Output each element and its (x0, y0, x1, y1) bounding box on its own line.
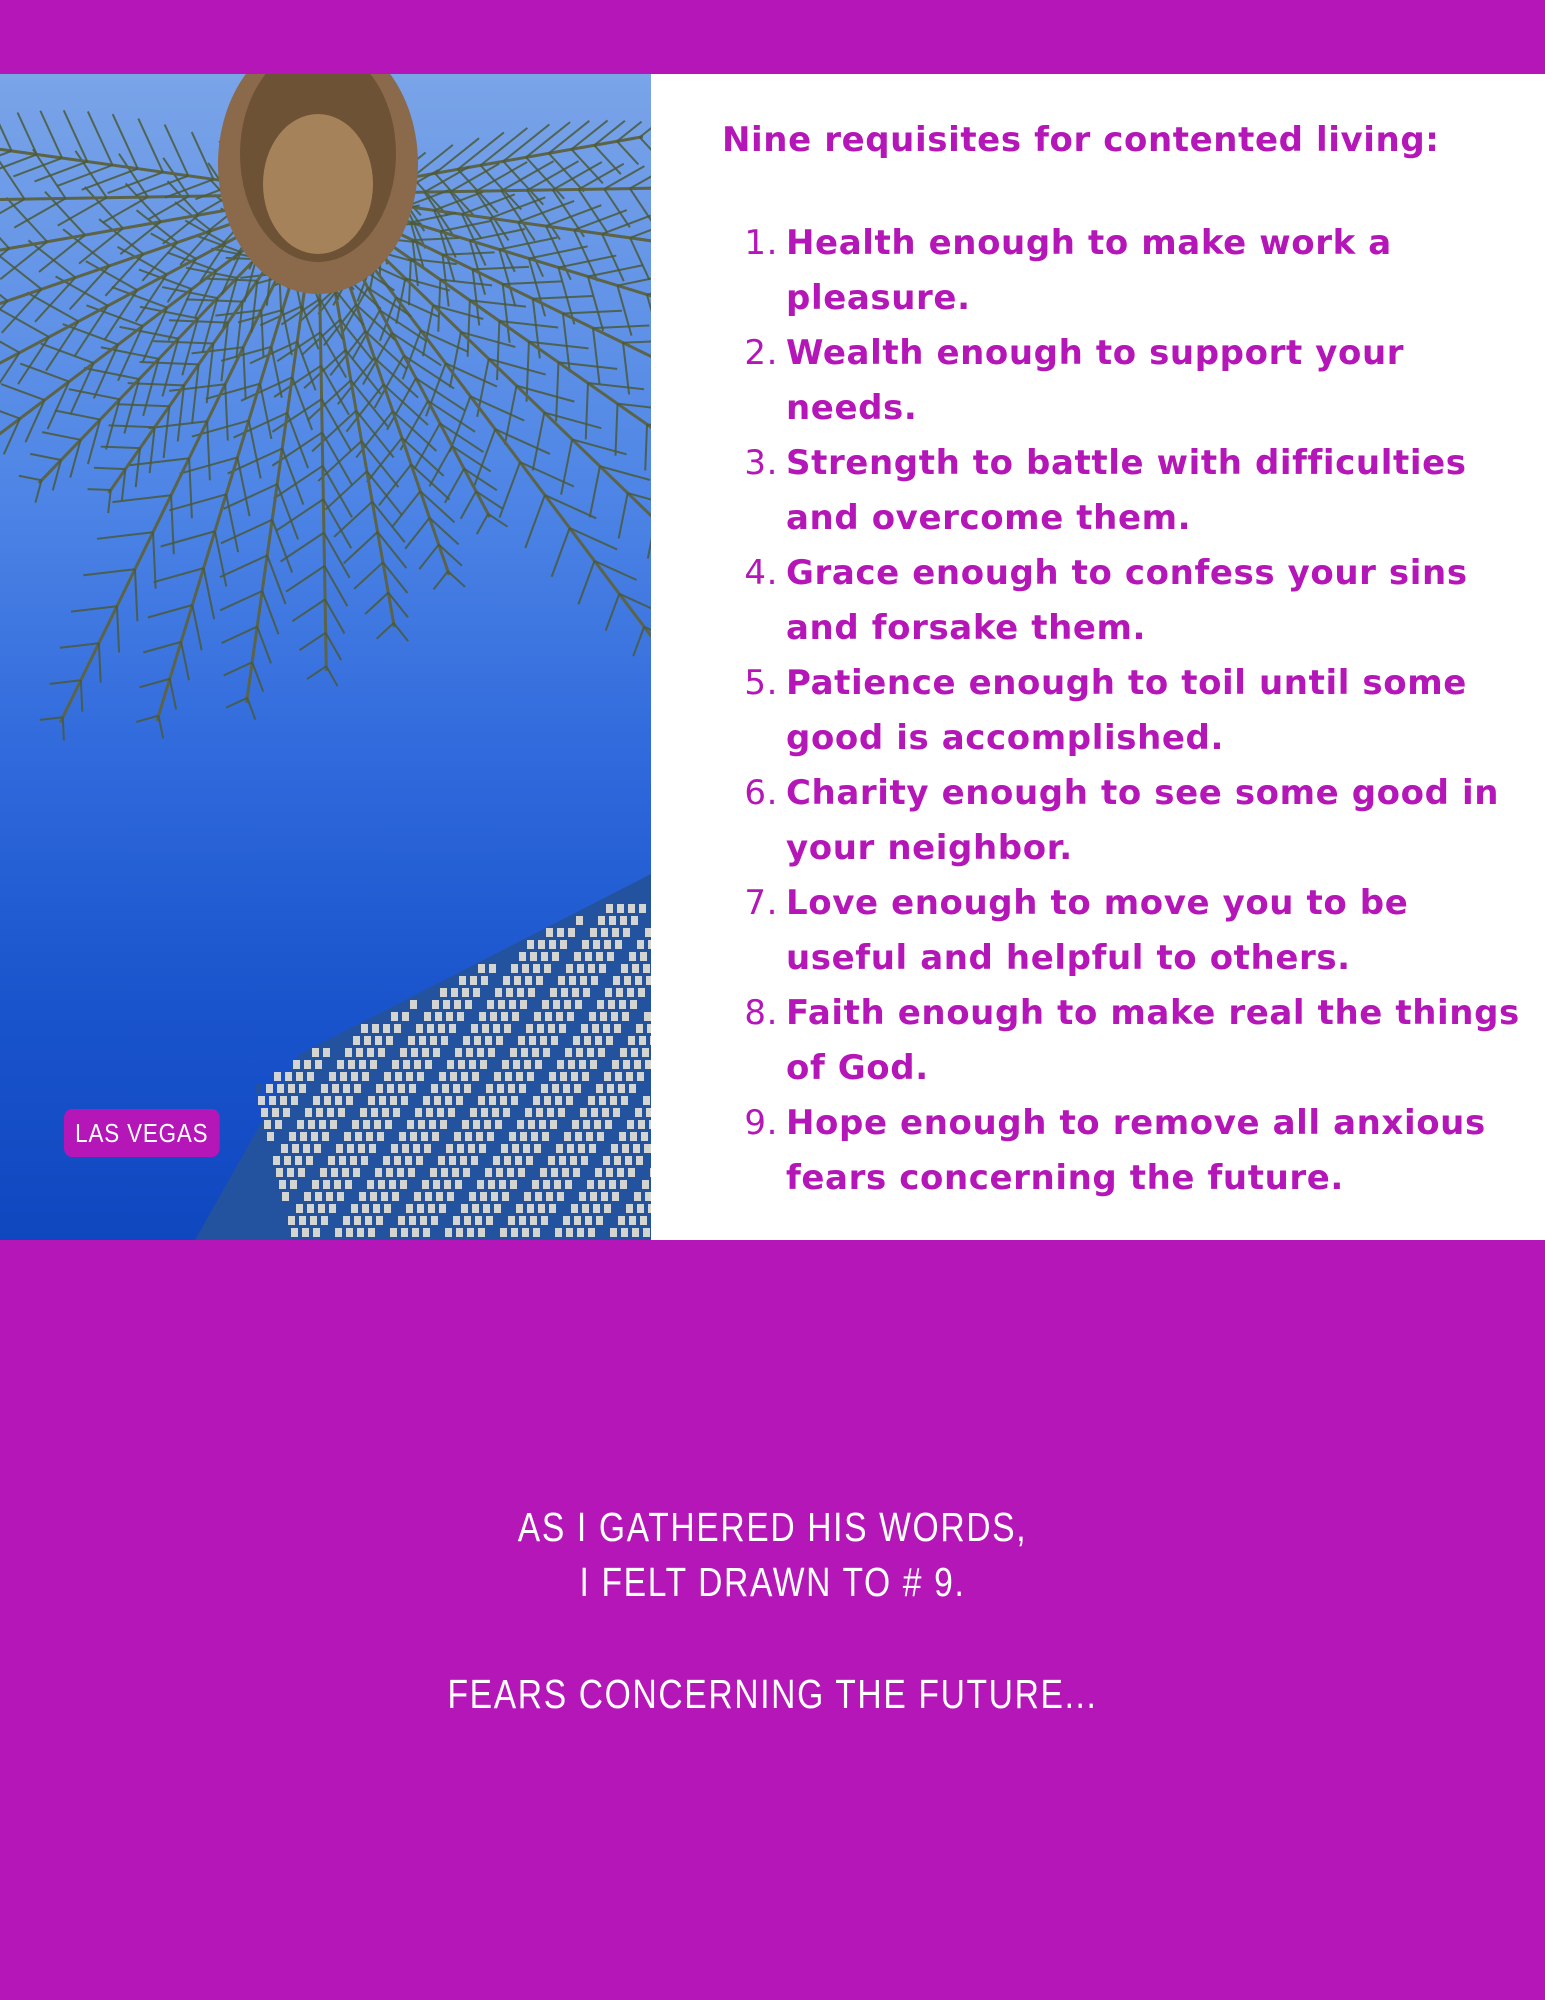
requisite-text: Strength to battle with difficulties and overcome them. (786, 443, 1467, 538)
requisite-text: Hope enough to remove all anxious fears concerning the future. (786, 1103, 1486, 1198)
requisite-item (722, 216, 1522, 326)
requisite-item (722, 1096, 1522, 1206)
requisite-item (722, 766, 1522, 876)
requisite-text: Wealth enough to support your needs. (786, 333, 1405, 428)
requisite-text: Health enough to make work a pleasure. (786, 223, 1392, 318)
requisites-title: Nine requisites for contented living: (722, 120, 1440, 160)
requisite-number: 1. (744, 223, 778, 263)
requisite-item (722, 876, 1522, 986)
palm-tree-photo (0, 74, 651, 1240)
requisite-item (722, 656, 1522, 766)
requisites-panel (651, 74, 1545, 1240)
requisite-item (722, 546, 1522, 656)
requisite-number: 2. (744, 333, 778, 373)
palm-and-tower-illustration (0, 74, 651, 1240)
requisite-item (722, 436, 1522, 546)
top-color-band (0, 0, 1545, 74)
requisite-text: Love enough to move you to be useful and helpful to others. (786, 883, 1409, 978)
requisite-item (722, 326, 1522, 436)
location-tag: LAS VEGAS (64, 1109, 220, 1157)
requisite-text: Patience enough to toil until some good is accomplished. (786, 663, 1467, 758)
requisite-text: Grace enough to confess your sins and forsake them. (786, 553, 1468, 648)
requisite-number: 6. (744, 773, 778, 813)
requisite-text: Charity enough to see some good in your neighbor. (786, 773, 1500, 868)
requisite-item (722, 986, 1522, 1096)
requisite-number: 5. (744, 663, 778, 703)
closing-line-2: I FELT DRAWN TO # 9. (579, 1559, 966, 1605)
requisite-number: 4. (744, 553, 778, 593)
requisite-number: 8. (744, 993, 778, 1033)
requisite-text: Faith enough to make real the things of God. (786, 993, 1520, 1088)
closing-line-3: FEARS CONCERNING THE FUTURE... (447, 1671, 1098, 1717)
requisite-number: 3. (744, 443, 778, 483)
requisite-number: 9. (744, 1103, 778, 1143)
closing-line-1: AS I GATHERED HIS WORDS, (517, 1504, 1028, 1550)
requisites-list (722, 216, 1522, 1206)
requisite-number: 7. (744, 883, 778, 923)
closing-spacer (0, 1610, 1545, 1667)
closing-reflection (0, 1500, 1545, 1722)
